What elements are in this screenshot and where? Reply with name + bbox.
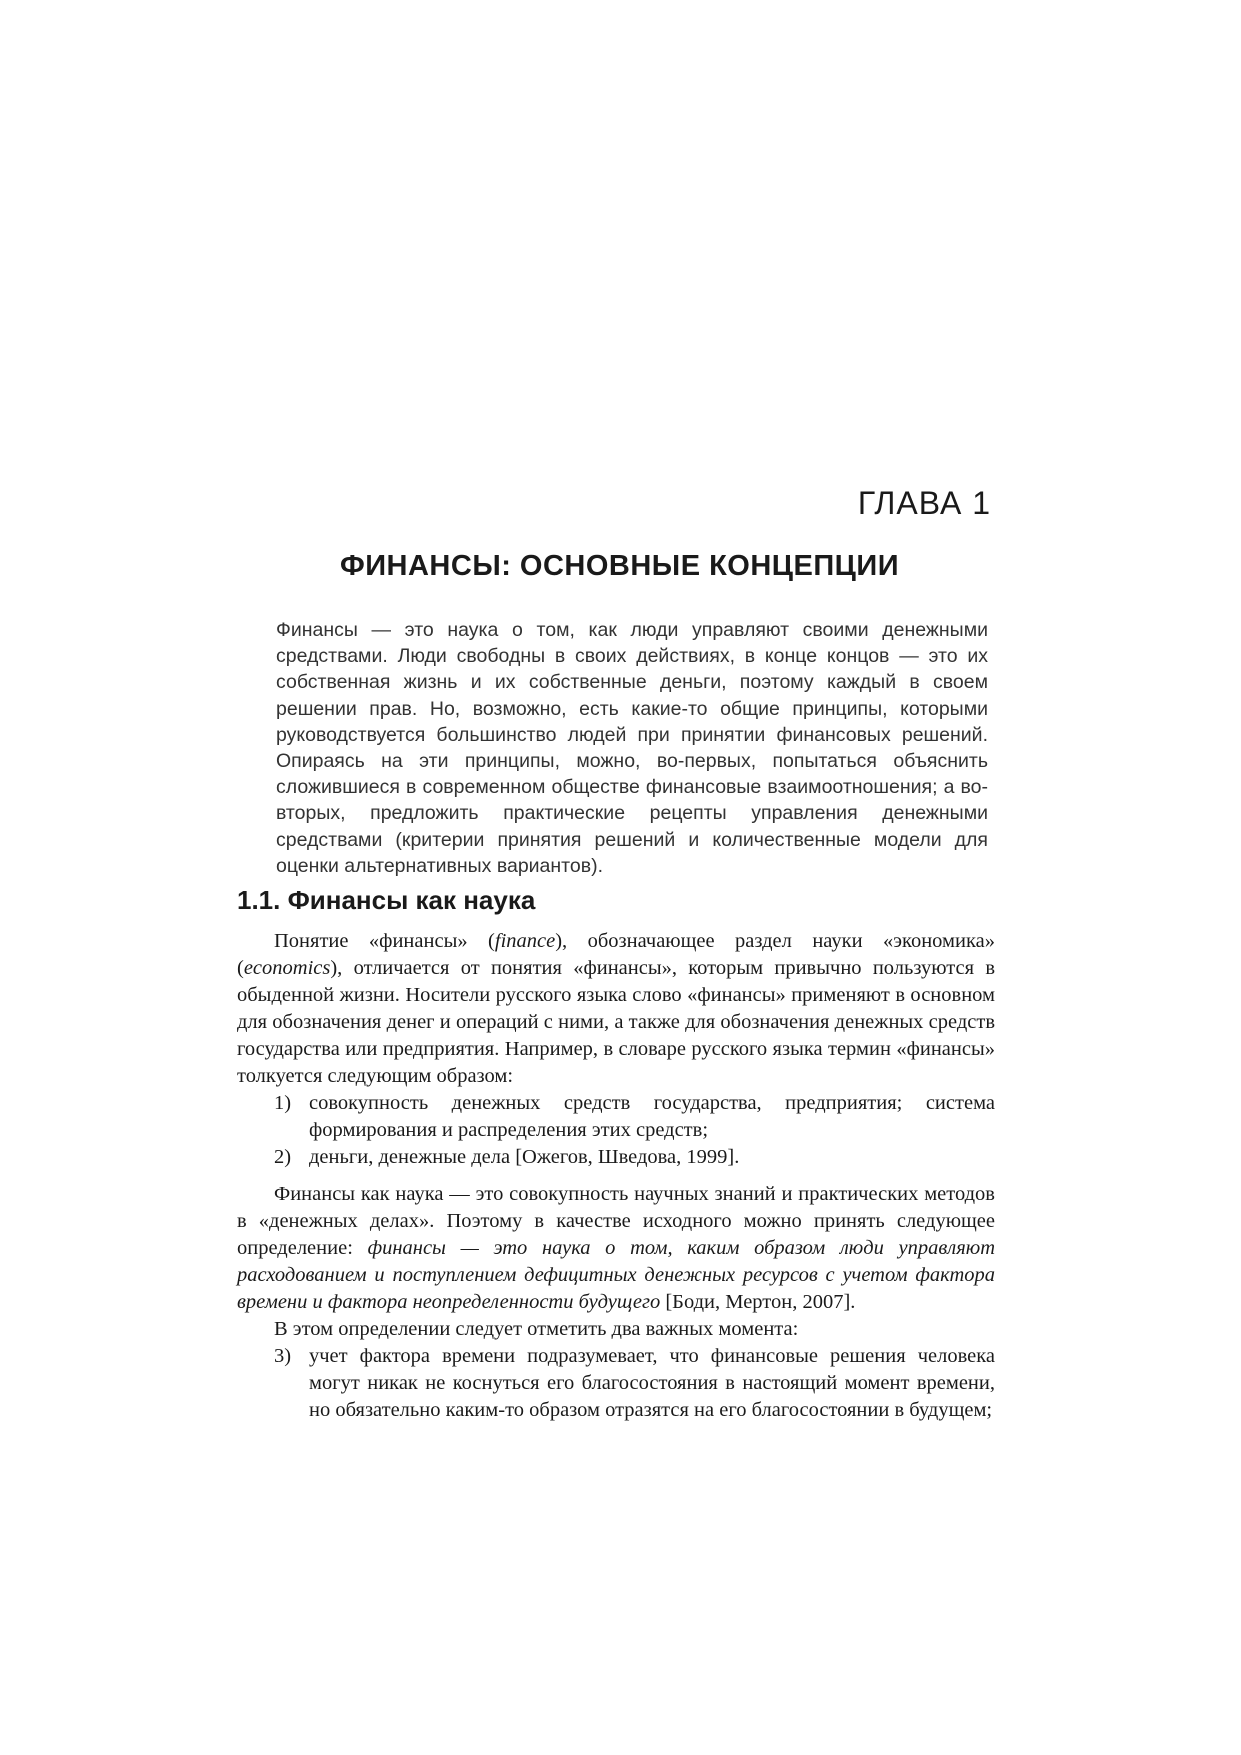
list-item-number: 3) xyxy=(274,1345,292,1367)
list-item xyxy=(237,1144,995,1171)
paragraph-1-part-a: Понятие «финансы» ( xyxy=(274,930,495,952)
list-item-text: деньги, денежные дела [Ожегов, Шведова, 1999]. xyxy=(309,1146,740,1168)
list-item-text: совокупность денежных средств государства, предприятия; система формирования и распределения этих средств; xyxy=(309,1092,995,1141)
paragraph-3: В этом определении следует отметить два важных момента: xyxy=(274,1318,799,1340)
list-item-number: 1) xyxy=(274,1092,292,1114)
paragraph-2-part-a: Финансы как наука — это совокупность научных знаний и практических методов в «денежных делах». Поэтому в качестве исходного можно принять следующее определение: xyxy=(237,1183,995,1259)
paragraph-1 xyxy=(237,928,995,1090)
definition-list xyxy=(237,1090,995,1171)
term-finance: finance xyxy=(494,930,556,952)
paragraph-1-part-e: ), отличается от понятия «финансы», которым привычно пользуются в обыденной жизни. Носители русского языка слово «финансы» применяют в основном для обозначения денег и операций с ними, а также для обозначения денежных средств государства или предприятия. Например, в словаре русского языка термин «финансы» толкуется следующим образом: xyxy=(237,957,995,1087)
chapter-label: ГЛАВА 1 xyxy=(857,485,991,521)
finance-definition: финансы — это наука о том, каким образом люди управляют расходованием и поступлением дефицитных денежных ресурсов с учетом фактора времени и фактора неопределенности будущего xyxy=(237,1237,995,1313)
term-economics: economics xyxy=(243,957,331,979)
paragraph-2-citation: [Боди, Мертон, 2007]. xyxy=(660,1291,856,1313)
key-points-list xyxy=(237,1343,995,1424)
section-title: 1.1. Финансы как наука xyxy=(237,885,536,915)
chapter-title: ФИНАНСЫ: ОСНОВНЫЕ КОНЦЕПЦИИ xyxy=(339,550,900,582)
list-item-number: 2) xyxy=(274,1146,292,1168)
chapter-abstract: Финансы — это наука о том, как люди управляют своими денежными средствами. Люди свободны в своих действиях, в конце концов — это их собственная жизнь и их собственные деньги, поэтому каждый в своем решении прав. Но, возможно, есть какие-то общие принципы, которыми руководствуется большинство людей при принятии финансовых решений. Опираясь на эти принципы, можно, во-первых, попытаться объяснить сложившиеся в современном обществе финансовые взаимоотношения; а во-вторых, предложить практические рецепты управления денежными средствами (критерии принятия решений и количественные модели для оценки альтернативных вариантов). xyxy=(276,619,988,877)
list-item xyxy=(237,1343,995,1424)
section-body xyxy=(237,928,995,1424)
list-item xyxy=(237,1090,995,1144)
paragraph-2 xyxy=(237,1181,995,1316)
paragraph-1-part-c: ), обозначающее раздел науки «экономика» ( xyxy=(237,930,995,979)
list-item-text: учет фактора времени подразумевает, что финансовые решения человека могут никак не коснуться его благосостояния в настоящий момент времени, но обязательно каким-то образом отразятся на его благосостоянии в будущем; xyxy=(309,1345,995,1421)
